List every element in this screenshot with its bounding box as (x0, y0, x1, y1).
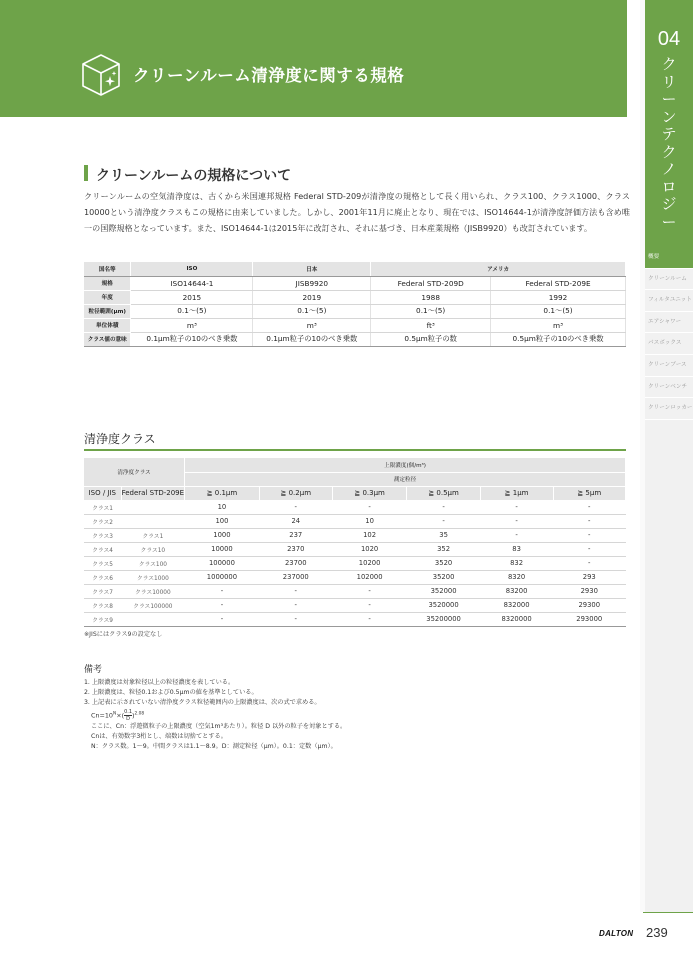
table-row (84, 514, 626, 528)
iso-class: クラス9 (84, 612, 121, 626)
chapter-title-char: ノ (661, 160, 677, 178)
row-header: 粒径範囲(μm) (84, 304, 131, 318)
table-cell: 832 (480, 556, 553, 570)
table-cell: - (259, 612, 332, 626)
nav-item[interactable]: クリーンロッカー (645, 398, 693, 420)
table-cell: - (259, 500, 332, 514)
table-cell: m³ (131, 318, 253, 332)
federal-class: クラス10000 (121, 584, 184, 598)
iso-class: クラス2 (84, 514, 121, 528)
table-row (84, 318, 626, 332)
size-header: ≧ 0.5μm (407, 486, 480, 500)
table-cell: - (480, 500, 553, 514)
header-cell: 国名等 (84, 262, 131, 276)
size-header: ≧ 0.2μm (259, 486, 332, 500)
table-cell: 0.1～(5) (253, 304, 371, 318)
formula-exp: N (113, 710, 117, 716)
table-cell: - (332, 612, 407, 626)
table-cell: 0.1～(5) (131, 304, 253, 318)
row-header: 単位体積 (84, 318, 131, 332)
table-cell: 100 (185, 514, 260, 528)
table-cell: 1988 (371, 290, 491, 304)
table-cell: 2370 (259, 542, 332, 556)
table-row (84, 276, 626, 290)
federal-class (121, 514, 184, 528)
table-cell: 293 (553, 570, 626, 584)
remark-detail: ここに、Cn：浮遊微粒子の上限濃度（空気1m³あたり）。粒径 D 以外の粒子を対象とする。 (91, 722, 347, 730)
table-cell: 3520 (407, 556, 480, 570)
nav-item[interactable]: パスボックス (645, 333, 693, 355)
remark-line: 1. 上限濃度は対象粒径以上の粒径濃度を表している。 (84, 679, 235, 686)
table-cell: 0.5μm粒子の10のべき乗数 (491, 332, 626, 346)
table-cell: 352000 (407, 584, 480, 598)
table-cell: ft³ (371, 318, 491, 332)
nav-item[interactable]: クリーンルーム (645, 269, 693, 291)
chapter-title-char: ー (661, 90, 677, 108)
table-cell: 83 (480, 542, 553, 556)
table-cell: Federal STD-209E (491, 276, 626, 290)
table-cell: - (407, 500, 480, 514)
table-row (84, 584, 626, 598)
iso-class: クラス5 (84, 556, 121, 570)
table-cell: 2930 (553, 584, 626, 598)
table-cell: 237 (259, 528, 332, 542)
table-cell: 35 (407, 528, 480, 542)
size-header: ≧ 0.1μm (185, 486, 260, 500)
table-cell: - (332, 598, 407, 612)
table-cell: 293000 (553, 612, 626, 626)
table-cell: 100000 (185, 556, 260, 570)
col-federal: Federal STD-209E (121, 486, 184, 500)
chapter-title-char: ク (661, 55, 677, 73)
header-cell: ISO (131, 262, 253, 276)
remarks (84, 678, 346, 752)
table-cell: 102 (332, 528, 407, 542)
formula-close: ) (132, 711, 135, 720)
table-cell: 83200 (480, 584, 553, 598)
col-iso: ISO / JIS (84, 486, 121, 500)
chapter-title-char: ン (661, 107, 677, 126)
nav-item[interactable]: 概要 (645, 247, 693, 269)
table-cell: 35200 (407, 570, 480, 584)
table-cell: - (185, 598, 260, 612)
chapter-title-char: ク (661, 142, 677, 161)
table-cell: 0.1μm粒子の10のべき乗数 (253, 332, 371, 346)
nav-item[interactable]: エアシャワー (645, 312, 693, 334)
table-row (84, 500, 626, 514)
formula (84, 709, 346, 722)
table-cell: - (332, 584, 407, 598)
federal-class: クラス1 (121, 528, 184, 542)
table-cell: 1000 (185, 528, 260, 542)
table-cell: 10 (185, 500, 260, 514)
table-cell: 35200000 (407, 612, 480, 626)
iso-class: クラス7 (84, 584, 121, 598)
federal-class: クラス10 (121, 542, 184, 556)
table-cell: 10200 (332, 556, 407, 570)
federal-class: クラス100 (121, 556, 184, 570)
table-cell: 0.5μm粒子の数 (371, 332, 491, 346)
table-row (84, 542, 626, 556)
formula-fraction: $\frac{0.1}{D}$ (124, 708, 133, 722)
table-cell: 24 (259, 514, 332, 528)
table-cell: 832000 (480, 598, 553, 612)
iso-class: クラス1 (84, 500, 121, 514)
header-cell: 日本 (253, 262, 371, 276)
table-row (84, 570, 626, 584)
chapter-title-char: ジ (661, 195, 677, 213)
table-cell: - (185, 612, 260, 626)
table-row (84, 556, 626, 570)
intro-paragraph: クリーンルームの空気清浄度は、古くから米国連邦規格 Federal STD-209が清浄度の規格として長く用いられ、クラス100、クラス1000、クラス10000という清浄度クラスもこの規格に由来していました。しかし、2001年11月に廃止となり、現在では、ISO14644-1が清浄度評価方法も含め唯一の国際規格となっています。また、ISO14644-1は2015年に改訂され、それに基づき、日本産業規格（JISB9920）も改訂されています。 (84, 191, 630, 233)
table-cell: 0.1～(5) (491, 304, 626, 318)
chapter-tab (645, 0, 693, 247)
section-title: クリーンルームの規格について (96, 168, 292, 184)
section-marker (84, 165, 88, 181)
federal-class: クラス100000 (121, 598, 184, 612)
table-cell: 3520000 (407, 598, 480, 612)
upper-limit-label: 上限濃度(個/m³) (185, 458, 626, 472)
iso-class: クラス3 (84, 528, 121, 542)
table-cell: m³ (491, 318, 626, 332)
table-cell: 237000 (259, 570, 332, 584)
table-cell: 352 (407, 542, 480, 556)
table-cell: - (259, 598, 332, 612)
table-cell: 10000 (185, 542, 260, 556)
chapter-title-char: リ (661, 72, 677, 91)
page-title: クリーンルーム清浄度に関する規格 (133, 66, 405, 85)
header-cell: アメリカ (371, 262, 626, 276)
class-table (84, 458, 626, 627)
nav-item[interactable]: クリーンブース (645, 355, 693, 377)
table-cell: - (407, 514, 480, 528)
chapter-title-char: ー (661, 212, 677, 231)
iso-class: クラス6 (84, 570, 121, 584)
chapter-number: 04 (657, 28, 681, 50)
row-header: 規格 (84, 276, 131, 290)
table-cell: - (553, 542, 626, 556)
formula-power: 2.08 (134, 710, 145, 716)
table-note: ※JISにはクラス9の設定なし (84, 631, 163, 638)
remark-detail: N：クラス数。1～9。中間クラスは1.1～8.9。D：測定粒径（μm）。0.1：定数（μm）。 (91, 743, 337, 751)
table-cell: - (259, 584, 332, 598)
particle-label: 測定粒径 (185, 472, 626, 486)
table-cell: 1992 (491, 290, 626, 304)
federal-class (121, 612, 184, 626)
remarks-heading: 備考 (84, 665, 103, 675)
table-cell: Federal STD-209D (371, 276, 491, 290)
nav-item[interactable]: フィルタユニット (645, 290, 693, 312)
table-cell: - (553, 514, 626, 528)
formula-base: Cn=10 (91, 711, 113, 720)
standards-table (84, 262, 626, 347)
table-cell: 2019 (253, 290, 371, 304)
table-cell: - (553, 556, 626, 570)
table-cell: 0.1μm粒子の10のべき乗数 (131, 332, 253, 346)
chapter-nav (645, 247, 693, 912)
iso-class: クラス4 (84, 542, 121, 556)
table-cell: - (480, 528, 553, 542)
table-row (84, 332, 626, 346)
remark-detail: Cnは、有効数字3桁とし、端数は切捨てとする。 (91, 732, 227, 740)
corner-cell: 清浄度クラス (84, 458, 185, 486)
table-cell: 8320 (480, 570, 553, 584)
table-cell: - (553, 500, 626, 514)
chapter-title-char: テ (661, 125, 677, 143)
nav-item[interactable]: クリーンベンチ (645, 377, 693, 399)
table-cell: 10 (332, 514, 407, 528)
table-cell: - (480, 514, 553, 528)
remark-line: 3. 上記表に示されていない清浄度クラス粒径範囲内の上限濃度は、次の式で求める。 (84, 699, 321, 707)
table-cell: JISB9920 (253, 276, 371, 290)
federal-class: クラス1000 (121, 570, 184, 584)
table-cell: 1000000 (185, 570, 260, 584)
table-cell: - (185, 584, 260, 598)
table-cell: 29300 (553, 598, 626, 612)
table-row (84, 528, 626, 542)
chapter-title-char: ロ (661, 177, 677, 196)
size-header: ≧ 5μm (553, 486, 626, 500)
table-row (84, 612, 626, 626)
table-cell: 102000 (332, 570, 407, 584)
size-header: ≧ 0.3μm (332, 486, 407, 500)
table-cell: - (332, 500, 407, 514)
class-heading: 清浄度クラス (84, 432, 156, 446)
cube-sparkle-icon (80, 52, 122, 98)
table-cell: 2015 (131, 290, 253, 304)
table-cell: 1020 (332, 542, 407, 556)
class-heading-rule (84, 449, 626, 451)
chapter-title (659, 56, 679, 231)
table-cell: 8320000 (480, 612, 553, 626)
remark-line: 2. 上限濃度は、粒径0.1および0.5μmの値を基準としている。 (84, 689, 258, 697)
table-cell: m³ (253, 318, 371, 332)
row-header: 年度 (84, 290, 131, 304)
table-cell: - (553, 528, 626, 542)
table-cell: 23700 (259, 556, 332, 570)
table-row (84, 304, 626, 318)
formula-times: ×( (116, 711, 125, 720)
footer-rule (643, 912, 693, 913)
brand-logo: DALTON (599, 929, 634, 938)
table-row (84, 598, 626, 612)
size-header: ≧ 1μm (480, 486, 553, 500)
page-number: 239 (646, 925, 668, 940)
table-cell: ISO14644-1 (131, 276, 253, 290)
table-row (84, 290, 626, 304)
table-cell: 0.1～(5) (371, 304, 491, 318)
federal-class (121, 500, 184, 514)
iso-class: クラス8 (84, 598, 121, 612)
row-header: クラス値の意味 (84, 332, 131, 346)
